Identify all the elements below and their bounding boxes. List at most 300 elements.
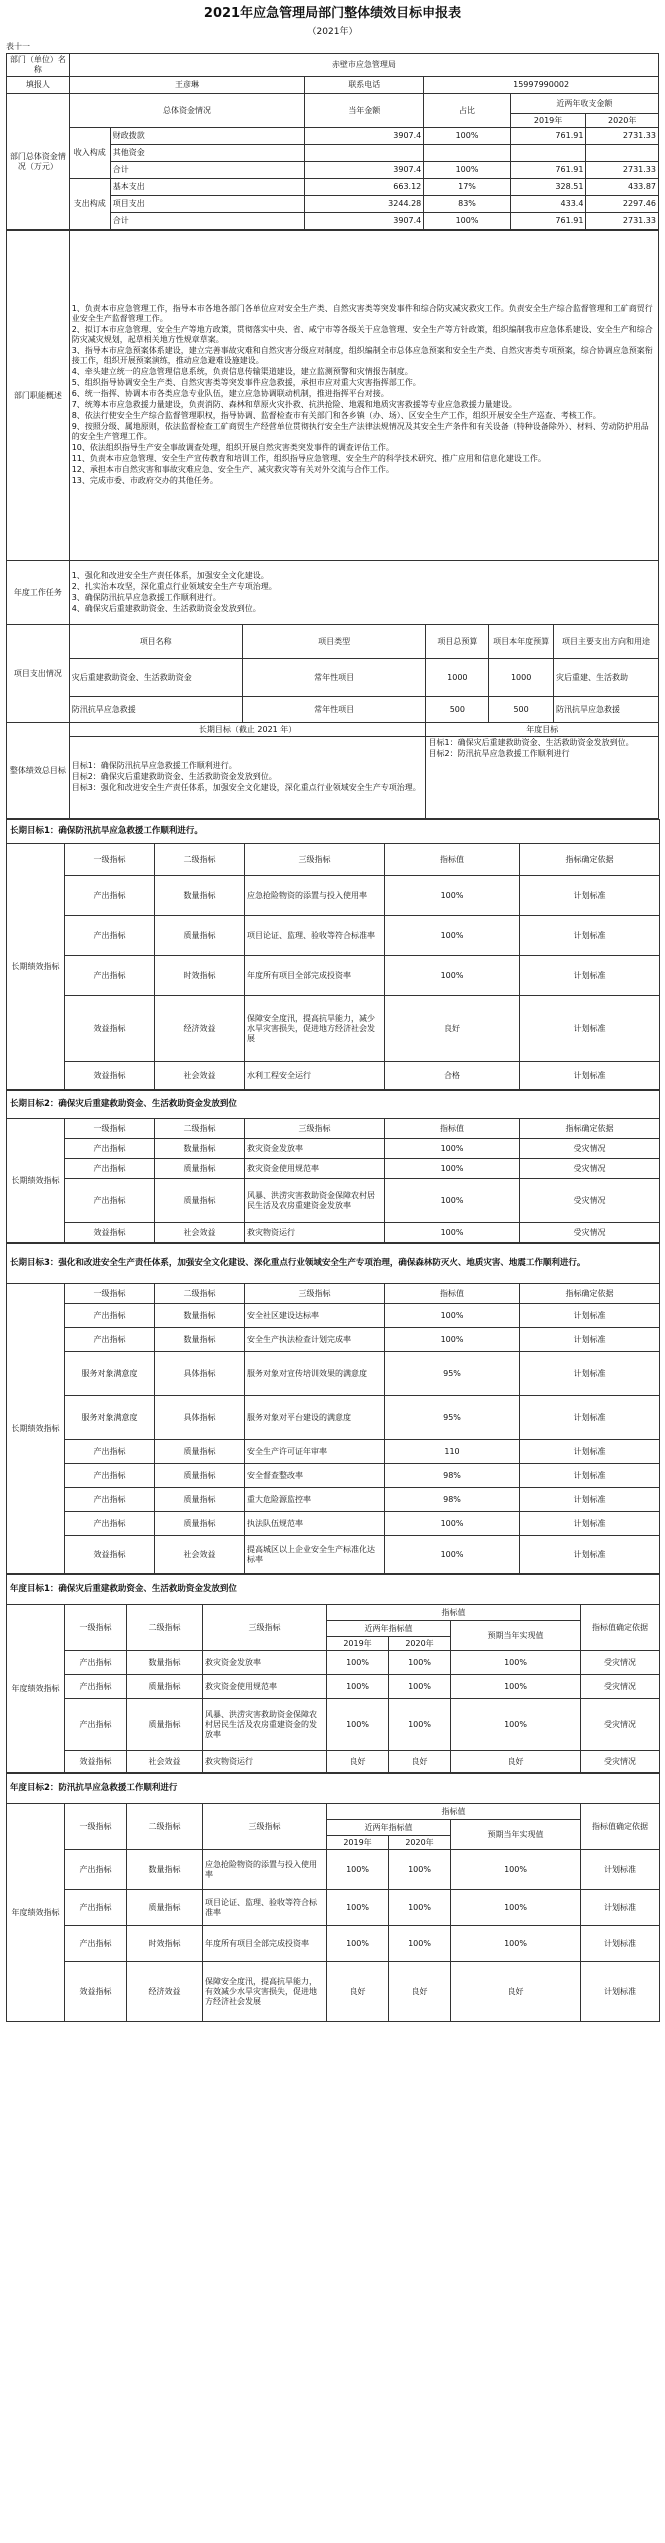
overview-table [6, 230, 659, 819]
cell: 执法队伍规范率 [245, 1512, 385, 1536]
col-value: 指标值 [385, 1284, 520, 1304]
overview-item: 12、承担本市自然灾害和事故灾难应急、安全生产、减灾救灾等有关对外交流与合作工作。 [71, 465, 394, 474]
expense-ratio: 100% [424, 213, 510, 230]
project-current: 500 [489, 697, 554, 723]
col-basis: 指标确定依据 [520, 1284, 660, 1304]
projects-col-total: 项目总预算 [426, 625, 489, 659]
projects-col-content: 项目主要支出方向和用途 [554, 625, 659, 659]
cell: 安全社区建设达标率 [245, 1304, 385, 1328]
col-level3: 三级指标 [203, 1804, 327, 1850]
cell: 质量指标 [127, 1675, 203, 1699]
col-2020: 2020年 [389, 1637, 451, 1651]
cell: 项目论证、监理、验收等符合标准率 [203, 1890, 327, 1926]
cell: 质量指标 [127, 1699, 203, 1751]
income-ratio [424, 145, 510, 162]
funds-col-overall: 总体资金情况 [69, 94, 305, 128]
expense-ratio: 17% [424, 179, 510, 196]
income-label: 收入构成 [69, 128, 110, 179]
cell: 计划标准 [520, 1464, 660, 1488]
cell: 产出指标 [65, 1926, 127, 1962]
long3-heading-label: 长期目标3： [10, 1258, 59, 1269]
cell: 效益指标 [65, 1062, 155, 1090]
cell: 效益指标 [65, 1223, 155, 1243]
cell: 110 [385, 1440, 520, 1464]
year1-side: 年度绩效指标 [7, 1605, 65, 1773]
cell: 救灾物资运行 [245, 1223, 385, 1243]
income-2019: 761.91 [510, 128, 586, 145]
long3-heading [7, 1244, 660, 1284]
income-name: 财政拨款 [110, 128, 305, 145]
overview-item: 9、按照分级、属地原则，依法监督检查工矿商贸生产经营单位贯彻执行安全生产法律法规情况及其安全生产条件和有关设备（特种设备除外）、材料、劳动防护用品的安全生产管理工作。 [71, 422, 649, 441]
col-level1: 一级指标 [65, 1605, 127, 1651]
cell: 98% [385, 1464, 520, 1488]
cell: 计划标准 [520, 1488, 660, 1512]
dept-label: 部门（单位）名称 [7, 54, 70, 77]
expense-2019: 761.91 [510, 213, 586, 230]
overview-item: 7、统筹本市应急救援力量建设，负责消防、森林和草原火灾扑救、抗洪抢险、地震和地质灾害救援等专业应急救援力量建设。 [71, 400, 517, 409]
overview-item: 11、负责本市应急管理、安全生产宣传教育和培训工作，组织指导应急管理、安全生产的科学技术研究、推广应用和信息化建设工作。 [71, 454, 546, 463]
cell: 计划标准 [520, 1396, 660, 1440]
long-goal-2-table [6, 1090, 660, 1243]
cell: 年度所有项目全部完成投资率 [203, 1926, 327, 1962]
cell: 救灾资金发放率 [245, 1139, 385, 1159]
overview-body [69, 231, 658, 561]
cell: 100% [385, 1179, 520, 1223]
cell: 计划标准 [581, 1850, 660, 1890]
cell: 质量指标 [155, 1488, 245, 1512]
project-name: 灾后重建救助资金、生活救助资金 [69, 659, 242, 697]
cell: 100% [327, 1675, 389, 1699]
cell: 100% [451, 1850, 581, 1890]
cell: 100% [451, 1675, 581, 1699]
cell: 计划标准 [520, 1062, 660, 1090]
col-level2: 二级指标 [127, 1804, 203, 1850]
year1-heading-label: 年度目标1： [10, 1584, 59, 1595]
income-2019: 761.91 [510, 162, 586, 179]
cell: 100% [451, 1699, 581, 1751]
annual-goal: 目标1：确保灾后重建救助资金、生活救助资金发放到位。 [428, 738, 634, 747]
cell: 时效指标 [155, 956, 245, 996]
col-level3: 三级指标 [245, 844, 385, 876]
cell: 数量指标 [155, 1304, 245, 1328]
cell: 水利工程安全运行 [245, 1062, 385, 1090]
tasks-body [69, 561, 658, 625]
cell: 100% [327, 1926, 389, 1962]
expense-ratio: 83% [424, 196, 510, 213]
cell: 产出指标 [65, 1139, 155, 1159]
cell: 计划标准 [520, 1536, 660, 1574]
annual-goal-2-table [6, 1773, 660, 2022]
project-content: 防汛抗旱应急救援 [554, 697, 659, 723]
cell: 服务对象满意度 [65, 1396, 155, 1440]
task-item: 4、确保灾后重建救助资金、生活救助资金发放到位。 [71, 603, 261, 613]
year2-side: 年度绩效指标 [7, 1804, 65, 2022]
cell: 质量指标 [127, 1890, 203, 1926]
cell: 重大危险源监控率 [245, 1488, 385, 1512]
col-level1: 一级指标 [65, 1284, 155, 1304]
overview-item: 10、依法组织指导生产安全事故调查处理，组织开展自然灾害类突发事件的调查评估工作。 [71, 443, 394, 452]
income-name: 其他资金 [110, 145, 305, 162]
cell: 产出指标 [65, 1512, 155, 1536]
expense-2020: 433.87 [586, 179, 659, 196]
long-goal: 目标1：确保防汛抗旱应急救援工作顺利进行。 [71, 761, 237, 770]
tasks-label: 年度工作任务 [7, 561, 70, 625]
cell: 产出指标 [65, 1304, 155, 1328]
cell: 良好 [389, 1751, 451, 1773]
cell: 救灾资金发放率 [203, 1651, 327, 1675]
annual-goal-1-table [6, 1574, 660, 1773]
expense-2019: 328.51 [510, 179, 586, 196]
cell: 良好 [327, 1751, 389, 1773]
cell: 产出指标 [65, 916, 155, 956]
cell: 保障安全度汛，提高抗旱能力，有效减少水旱灾害损失，促进地方经济社会发展 [203, 1962, 327, 2022]
funds-col-current: 当年金额 [305, 94, 424, 128]
goals-label: 整体绩效总目标 [7, 723, 70, 819]
overview-item: 5、组织指导协调安全生产类、自然灾害类等突发事件应急救援，承担市应对重大灾害指挥部工作。 [71, 378, 421, 387]
cell: 100% [389, 1699, 451, 1751]
cell: 计划标准 [520, 956, 660, 996]
cell: 产出指标 [65, 1675, 127, 1699]
col-expected: 预期当年实现值 [451, 1621, 581, 1651]
col-level2: 二级指标 [127, 1605, 203, 1651]
col-level1: 一级指标 [65, 1804, 127, 1850]
cell: 受灾情况 [520, 1179, 660, 1223]
page-title: 2021年应急管理局部门整体绩效目标申报表 [203, 6, 462, 21]
task-item: 1、强化和改进安全生产责任体系，加强安全文化建设。 [71, 570, 269, 580]
funds-col-2020: 2020年 [586, 114, 659, 128]
cell: 100% [385, 956, 520, 996]
col-value: 指标值 [327, 1605, 581, 1621]
long2-heading [7, 1091, 660, 1119]
cell: 数量指标 [155, 1139, 245, 1159]
funds-side-label: 部门总体资金情况（万元） [7, 94, 70, 230]
cell: 100% [389, 1926, 451, 1962]
col-level3: 三级指标 [245, 1119, 385, 1139]
col-basis: 指标值确定依据 [581, 1804, 660, 1850]
dept-value: 赤壁市应急管理局 [69, 54, 658, 77]
cell: 数量指标 [155, 1328, 245, 1352]
long3-side: 长期绩效指标 [7, 1284, 65, 1574]
goals-annual-head: 年度目标 [426, 723, 659, 737]
overview-item: 2、拟订本市应急管理、安全生产等地方政策，贯彻落实中央、省、咸宁市等各级关于应急管理、安全生产等方针政策，组织编制我市应急体系建设、安全生产和综合防灾减灾规划，起草相关地方性规章草案。 [71, 325, 653, 344]
cell: 服务对象对宣传培训效果的满意度 [245, 1352, 385, 1396]
long1-heading [7, 820, 660, 844]
cell: 计划标准 [520, 1352, 660, 1396]
cell: 产出指标 [65, 1440, 155, 1464]
long3-heading-text: 强化和改进安全生产责任体系，加强安全文化建设、深化重点行业领域安全生产专项治理，确保森林防灭火、地质灾害、地震工作顺利进行。 [58, 1258, 586, 1269]
projects-col-name: 项目名称 [69, 625, 242, 659]
year1-heading [7, 1575, 660, 1605]
filler-value: 王彦琳 [69, 77, 305, 94]
cell: 产出指标 [65, 1488, 155, 1512]
goals-long-head: 长期目标（截止 2021 年） [69, 723, 426, 737]
cell: 100% [451, 1926, 581, 1962]
project-total: 1000 [426, 659, 489, 697]
cell: 社会效益 [155, 1223, 245, 1243]
long-goal-1-table [6, 819, 660, 1090]
project-current: 1000 [489, 659, 554, 697]
cell: 安全督查整改率 [245, 1464, 385, 1488]
income-2020: 2731.33 [586, 162, 659, 179]
col-basis: 指标确定依据 [520, 844, 660, 876]
phone-label: 联系电话 [305, 77, 424, 94]
cell: 95% [385, 1396, 520, 1440]
cell: 质量指标 [155, 1179, 245, 1223]
cell: 100% [451, 1890, 581, 1926]
cell: 质量指标 [155, 916, 245, 956]
cell: 效益指标 [65, 1536, 155, 1574]
cell: 保障安全度汛，提高抗旱能力，减少水旱灾害损失，促进地方经济社会发展 [245, 996, 385, 1062]
goals-annual-body [426, 737, 659, 819]
cell: 100% [385, 1159, 520, 1179]
year2-heading [7, 1774, 660, 1804]
cell: 质量指标 [155, 1159, 245, 1179]
long-goal: 目标2：确保灾后重建救助资金、生活救助资金发放到位。 [71, 772, 277, 781]
col-level1: 一级指标 [65, 1119, 155, 1139]
projects-col-current: 项目本年度预算 [489, 625, 554, 659]
expense-name: 基本支出 [110, 179, 305, 196]
cell: 计划标准 [581, 1926, 660, 1962]
cell: 良好 [451, 1751, 581, 1773]
cell: 计划标准 [520, 996, 660, 1062]
col-2020: 2020年 [389, 1836, 451, 1850]
income-2019 [510, 145, 586, 162]
cell: 计划标准 [520, 1512, 660, 1536]
phone-value: 15997990002 [424, 77, 659, 94]
cell: 计划标准 [520, 876, 660, 916]
col-level2: 二级指标 [155, 844, 245, 876]
expense-2020: 2297.46 [586, 196, 659, 213]
projects-label: 项目支出情况 [7, 625, 70, 723]
expense-label: 支出构成 [69, 179, 110, 230]
project-total: 500 [426, 697, 489, 723]
funds-col-ratio: 占比 [424, 94, 510, 128]
cell: 产出指标 [65, 1850, 127, 1890]
income-amount: 3907.4 [305, 128, 424, 145]
cell: 100% [385, 1139, 520, 1159]
col-level2: 二级指标 [155, 1119, 245, 1139]
overview-item: 13、完成市委、市政府交办的其他任务。 [71, 476, 218, 485]
income-ratio: 100% [424, 162, 510, 179]
cell: 良好 [327, 1962, 389, 2022]
col-expected: 预期当年实现值 [451, 1820, 581, 1850]
funds-col-2019: 2019年 [510, 114, 586, 128]
overview-item: 3、指导本市应急预案体系建设，建立完善事故灾难和自然灾害分级应对制度，组织编制全市总体应急预案和安全生产类、自然灾害类专项预案，综合协调应急预案衔接工作，组织开展预案演练，推动应急避难设施建设。 [71, 346, 653, 365]
year2-heading-label: 年度目标2： [10, 1783, 59, 1794]
col-value: 指标值 [327, 1804, 581, 1820]
overview-item: 6、统一指挥、协调本市各类应急专业队伍，建立应急协调联动机制，推进指挥平台对接。 [71, 389, 389, 398]
cell: 合格 [385, 1062, 520, 1090]
expense-amount: 663.12 [305, 179, 424, 196]
cell: 风暴、洪涝灾害救助资金保障农村居民生活及农房重建资金发放率 [245, 1179, 385, 1223]
cell: 服务对象对平台建设的满意度 [245, 1396, 385, 1440]
cell: 计划标准 [520, 1304, 660, 1328]
goals-long-body [69, 737, 426, 819]
cell: 计划标准 [520, 916, 660, 956]
cell: 产出指标 [65, 1651, 127, 1675]
col-2019: 2019年 [327, 1637, 389, 1651]
cell: 效益指标 [65, 1962, 127, 2022]
cell: 年度所有项目全部完成投资率 [245, 956, 385, 996]
cell: 应急抢险物资的添置与投入使用率 [203, 1850, 327, 1890]
year2-heading-text: 防汛抗旱应急救援工作顺利进行 [58, 1783, 178, 1794]
funds-table [6, 53, 659, 230]
cell: 计划标准 [520, 1328, 660, 1352]
cell: 质量指标 [155, 1464, 245, 1488]
overview-label: 部门职能概述 [7, 231, 70, 561]
cell: 数量指标 [127, 1651, 203, 1675]
cell: 质量指标 [155, 1512, 245, 1536]
cell: 项目论证、监理、验收等符合标准率 [245, 916, 385, 956]
overview-item: 1、负责本市应急管理工作，指导本市各地各部门各单位应对安全生产类、自然灾害类等突发事件和综合防灾减灾救灾工作。负责安全生产综合监督管理和工矿商贸行业安全生产监督管理工作。 [71, 304, 653, 323]
project-name: 防汛抗旱应急救援 [69, 697, 242, 723]
cell: 100% [389, 1850, 451, 1890]
long2-heading-text: 确保灾后重建救助资金、生活救助资金发放到位 [58, 1099, 237, 1110]
cell: 产出指标 [65, 956, 155, 996]
col-basis: 指标确定依据 [520, 1119, 660, 1139]
cell: 95% [385, 1352, 520, 1396]
task-item: 3、确保防汛抗旱应急救援工作顺利进行。 [71, 592, 221, 602]
cell: 98% [385, 1488, 520, 1512]
cell: 具体指标 [155, 1352, 245, 1396]
cell: 效益指标 [65, 996, 155, 1062]
col-level3: 三级指标 [203, 1605, 327, 1651]
long1-heading-text: 确保防汛抗旱应急救援工作顺利进行。 [58, 826, 203, 837]
cell: 社会效益 [127, 1751, 203, 1773]
cell: 良好 [389, 1962, 451, 2022]
cell: 100% [385, 1223, 520, 1243]
cell: 100% [385, 876, 520, 916]
col-value: 指标值 [385, 1119, 520, 1139]
long1-heading-label: 长期目标1： [10, 826, 59, 837]
cell: 服务对象满意度 [65, 1352, 155, 1396]
col-value: 指标值 [385, 844, 520, 876]
funds-col-recent: 近两年收支金额 [510, 94, 658, 114]
cell: 100% [327, 1850, 389, 1890]
cell: 救灾物资运行 [203, 1751, 327, 1773]
col-level1: 一级指标 [65, 844, 155, 876]
col-basis: 指标值确定依据 [581, 1605, 660, 1651]
expense-name: 合计 [110, 213, 305, 230]
project-type: 常年性项目 [242, 697, 426, 723]
expense-amount: 3907.4 [305, 213, 424, 230]
filler-label: 填报人 [7, 77, 70, 94]
cell: 100% [327, 1890, 389, 1926]
report-year: （2021年） [307, 27, 358, 37]
task-item: 2、扎实治本攻坚，深化重点行业领域安全生产专项治理。 [71, 581, 277, 591]
cell: 100% [389, 1675, 451, 1699]
cell: 受灾情况 [581, 1751, 660, 1773]
long1-side: 长期绩效指标 [7, 844, 65, 1090]
cell: 受灾情况 [581, 1699, 660, 1751]
cell: 100% [389, 1651, 451, 1675]
project-type: 常年性项目 [242, 659, 426, 697]
cell: 应急抢险物资的添置与投入使用率 [245, 876, 385, 916]
annual-goal: 目标2：防汛抗旱应急救援工作顺利进行 [428, 749, 570, 758]
cell: 产出指标 [65, 1890, 127, 1926]
cell: 经济效益 [127, 1962, 203, 2022]
cell: 良好 [451, 1962, 581, 2022]
projects-col-type: 项目类型 [242, 625, 426, 659]
cell: 产出指标 [65, 1328, 155, 1352]
long2-heading-label: 长期目标2： [10, 1099, 59, 1110]
cell: 100% [327, 1699, 389, 1751]
cell: 计划标准 [581, 1890, 660, 1926]
cell: 质量指标 [155, 1440, 245, 1464]
col-2019: 2019年 [327, 1836, 389, 1850]
col-level2: 二级指标 [155, 1284, 245, 1304]
cell: 100% [451, 1651, 581, 1675]
cell: 良好 [385, 996, 520, 1062]
cell: 100% [385, 1328, 520, 1352]
cell: 经济效益 [155, 996, 245, 1062]
table-number: 表十一 [6, 42, 30, 51]
income-amount: 3907.4 [305, 162, 424, 179]
long2-side: 长期绩效指标 [7, 1119, 65, 1243]
cell: 计划标准 [581, 1962, 660, 2022]
cell: 产出指标 [65, 1179, 155, 1223]
income-2020 [586, 145, 659, 162]
cell: 数量指标 [127, 1850, 203, 1890]
cell: 社会效益 [155, 1062, 245, 1090]
cell: 产出指标 [65, 1159, 155, 1179]
overview-item: 4、牵头建立统一的应急管理信息系统，负责信息传输渠道建设，建立监测预警和灾情报告制度。 [71, 367, 413, 376]
year1-heading-text: 确保灾后重建救助资金、生活救助资金发放到位 [58, 1584, 237, 1595]
cell: 安全生产执法检查计划完成率 [245, 1328, 385, 1352]
cell: 救灾资金使用规范率 [245, 1159, 385, 1179]
cell: 风暴、洪涝灾害救助资金保障农村居民生活及农房重建资金的发放率 [203, 1699, 327, 1751]
cell: 具体指标 [155, 1396, 245, 1440]
cell: 100% [385, 1512, 520, 1536]
cell: 100% [389, 1890, 451, 1926]
cell: 效益指标 [65, 1751, 127, 1773]
income-2020: 2731.33 [586, 128, 659, 145]
cell: 数量指标 [155, 876, 245, 916]
cell: 产出指标 [65, 876, 155, 916]
cell: 受灾情况 [520, 1159, 660, 1179]
project-content: 灾后重建、生活救助 [554, 659, 659, 697]
cell: 100% [385, 1536, 520, 1574]
cell: 100% [385, 1304, 520, 1328]
long-goal: 目标3：强化和改进安全生产责任体系，加强安全文化建设，深化重点行业领域安全生产专项治理。 [71, 783, 421, 792]
cell: 100% [327, 1651, 389, 1675]
col-level3: 三级指标 [245, 1284, 385, 1304]
cell: 受灾情况 [581, 1675, 660, 1699]
cell: 产出指标 [65, 1699, 127, 1751]
cell: 时效指标 [127, 1926, 203, 1962]
expense-name: 项目支出 [110, 196, 305, 213]
expense-2020: 2731.33 [586, 213, 659, 230]
col-recent: 近两年指标值 [327, 1621, 451, 1637]
cell: 计划标准 [520, 1440, 660, 1464]
cell: 社会效益 [155, 1536, 245, 1574]
cell: 受灾情况 [581, 1651, 660, 1675]
expense-amount: 3244.28 [305, 196, 424, 213]
cell: 安全生产许可证年审率 [245, 1440, 385, 1464]
income-ratio: 100% [424, 128, 510, 145]
cell: 产出指标 [65, 1464, 155, 1488]
income-amount [305, 145, 424, 162]
cell: 提高城区以上企业安全生产标准化达标率 [245, 1536, 385, 1574]
cell: 受灾情况 [520, 1223, 660, 1243]
cell: 救灾资金使用规范率 [203, 1675, 327, 1699]
cell: 受灾情况 [520, 1139, 660, 1159]
overview-item: 8、依法行使安全生产综合监督管理职权，指导协调、监督检查市有关部门和各乡镇（办、场）、区安全生产工作，组织开展安全生产巡查、考核工作。 [71, 411, 601, 420]
long-goal-3-table [6, 1243, 660, 1574]
cell: 100% [385, 916, 520, 956]
col-recent: 近两年指标值 [327, 1820, 451, 1836]
income-name: 合计 [110, 162, 305, 179]
